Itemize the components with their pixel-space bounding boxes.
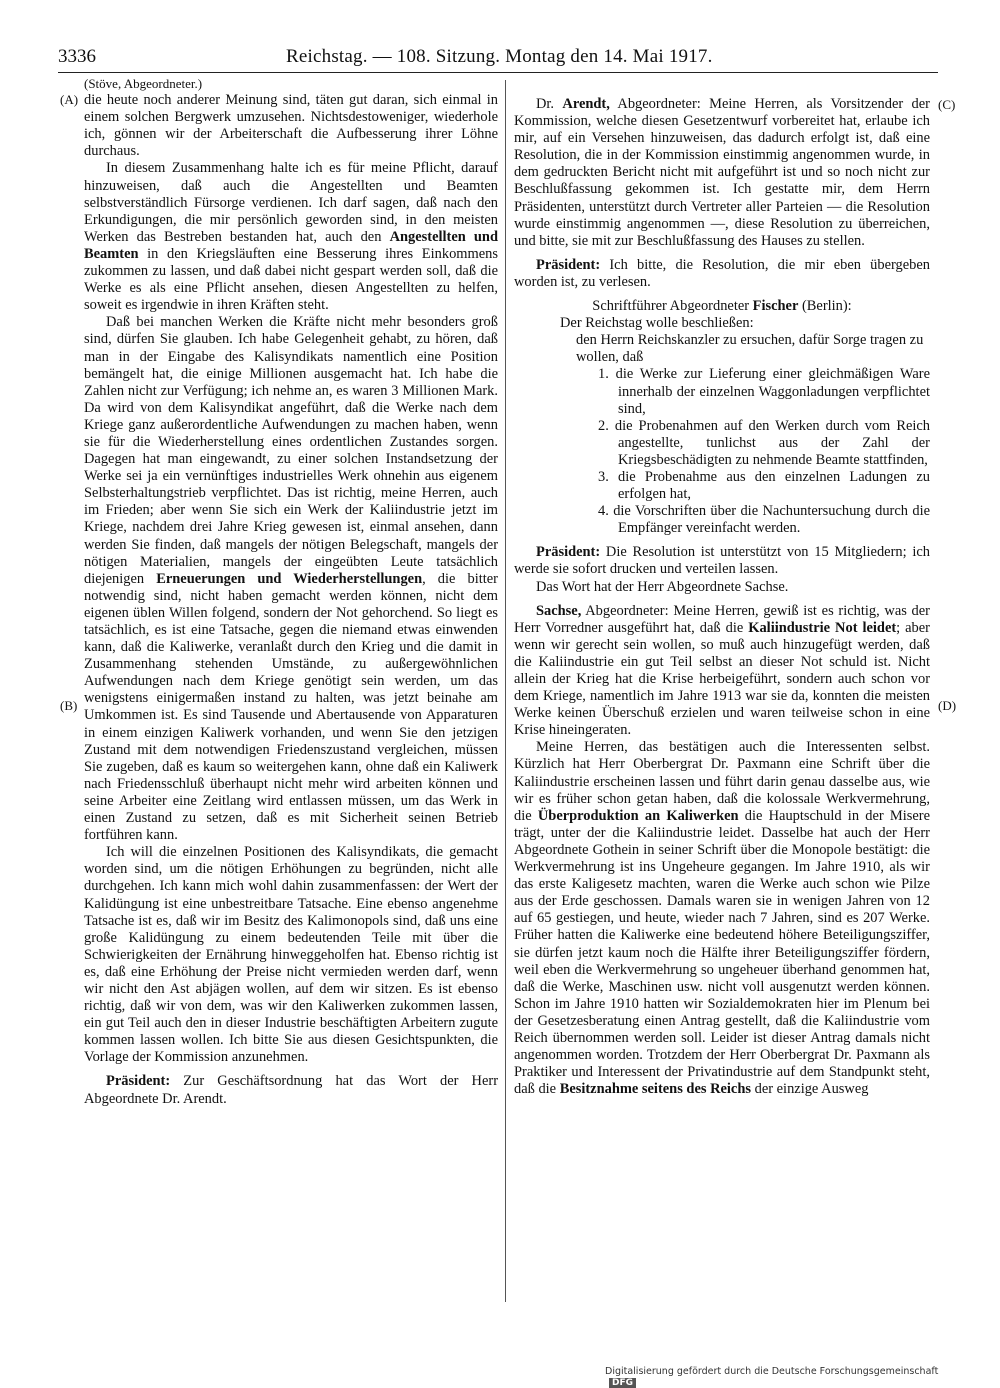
paragraph-text: Ich bitte, die Resolution, die mir eben übergeben worden ist, zu verlesen. — [514, 256, 930, 290]
list-item: 2. die Probenahmen auf den Werken durch vom Reich angestellte, tunlichst aus der Zahl der Kriegsbeschädigten zu nehmende Beamte stattfinden, — [598, 417, 930, 468]
resolution-text: den Herrn Reichskanzler zu ersuchen, dafür Sorge tragen zu wollen, daß — [576, 332, 924, 366]
paragraph-text: Die Resolution ist unterstützt von 15 Mitgliedern; ich werde sie sofort drucken und verteilen lassen. — [514, 544, 930, 578]
left-column — [84, 75, 498, 1108]
paragraph: Ich will die einzelnen Positionen des Kalisyndikats, die gemacht worden sind, um die nötigen Erhöhungen zu begründen, nicht alle durchgehen. Ich kann mich wohl dahin zusammenfassen: der Wert der Kalidüngung ist eine unbestreitbare Tatsache. Eine ebenso angenehme Tatsache ist es, daß wir im Besitz des Kalimonopols sind, daß uns eine große Kalidüngung zu einem bedeutenden Teile mit über die Schwierigkeiten der Ernährung hinweggeholfen hat. Ebenso richtig ist es, daß eine Erhöhung der Preise nicht vermieden werden darf, wenn wir nicht den Ast abjägen wollen, auf dem wir sitzen. Es ist ebenso richtig, daß wir von dem, was wir den Kaliwerken zukommen lassen, ein gut Teil auch den in dieser Industrie beschäftigten Arbeitern zugute kommen lassen wollen. Ich bitte Sie aus diesen Gesichtspunkten, die Vorlage der Kommission anzunehmen. — [84, 844, 498, 1066]
paragraph-text: Zur Geschäftsordnung hat das Wort der Herr Abgeordnete Dr. Arendt. — [84, 1073, 498, 1107]
resolution-list — [514, 366, 930, 537]
page-number: 3336 — [58, 46, 96, 67]
paragraph-text: der einzige Ausweg — [751, 1081, 869, 1098]
paragraph-text: ; aber wenn wir gerecht sein wollen, so muß auch hinzugefügt werden, daß die Kaliindustrie ein gut Teil selbst an dieser Not schuld ist. Nicht allein der Krieg hat die Krise herbeigeführt, sondern auch schon vor dem Kriege, namentlich im Jahre 1913 war sie da, konnten die meisten Werke keinen Überschuß erzielen und waren teilweise schon in eine Krise hineingeraten. — [514, 619, 930, 739]
paragraph: die heute noch anderer Meinung sind, täten gut daran, sich einmal in einem solchen Bergwerk umzusehen. Nichtsdestoweniger, wiederhole ich, gönnen wir der Arbeiterschaft die Aufbesserung ihrer Löhne durchaus. — [84, 92, 498, 160]
paragraph — [84, 1073, 498, 1107]
paragraph-text: , die bitter notwendig sind, nicht haben gemacht werden können, nicht dem eigenen üblen Willen folgend, sondern der Not gehorchend. So liegt es tatsächlich, es ist eine Tatsache, gegen die niemand etwas einwenden kann, daß die Kaliwerke, veranlaßt durch den Krieg und die damit in Zusammenhang stehenden Umstände, zu außergewöhnlichen Aufwendungen nach dem Kriege genötigt sein werden, um das wenigstens einigermaßen instand zu halten, was jetzt beinahe am Umkommen ist. Es sind Tausende und Abertausende von Apparaturen in einem einzigen Kaliwerk vorhanden, und wenn Sie den jetzigen Zustand mit dem notwendigen Friedenszustand vergleichen, müssen Sie zugeben, daß es kaum so weitergehen kann, ohne daß ein Kaliwerk nach Friedensschluß überhaupt nicht mehr wird arbeiten können und seine Arbeiter eine Zeitlang wird entlassen müssen, um das Werk in einen Zustand zu setzen, daß es mit Sicherheit seinen Betrieb fortführen kann. — [84, 570, 498, 844]
paragraph: Das Wort hat der Herr Abgeordnete Sachse. — [536, 578, 789, 595]
speaker-name: Arendt, — [562, 96, 610, 112]
margin-mark-d: (D) — [938, 698, 957, 713]
emphasis-text: Kaliindustrie Not leidet — [748, 619, 897, 636]
emphasis-text: Überproduktion an Kaliwerken — [537, 807, 739, 824]
margin-mark-c: (C) — [938, 97, 956, 112]
resolution-intro: Der Reichstag wolle beschließen: — [560, 315, 754, 332]
right-column — [514, 96, 930, 1098]
paragraph — [514, 298, 930, 315]
paragraph-text: Abgeordneter: Meine Herren, gewiß ist es richtig, was der Herr Vorredner ausgeführt hat, daß die — [514, 602, 930, 636]
column-divider — [505, 80, 506, 1302]
paragraph — [514, 96, 930, 250]
paragraph-text: Schriftführer Abgeordneter — [592, 298, 753, 315]
paragraph-text: In diesem Zusammenhang halte ich es für meine Pflicht, darauf hinzuweisen, daß auch die Angestellten und Beamten selbstverständlich Fürsorge verdienen. Ich darf sagen, daß nach den Erkundigungen, die mir persönlich geworden sind, in den meisten Werken das Bestreben bestanden hat, auch den — [84, 160, 498, 245]
paragraph — [514, 257, 930, 291]
paragraph — [514, 603, 930, 740]
paragraph — [84, 160, 498, 314]
paragraph-text: Daß bei manchen Werken die Kräfte nicht mehr besonders groß sind, dürfen Sie glauben. Ich habe Gelegenheit gehabt, zu hören, daß man in der Eingabe des Kalisyndikats namentlich eine Position bemängelt hat, die einige Millionen ausgemacht hat. Ich habe die Zahlen nicht zur Verfügung; ich nehme an, es waren 3 Millionen Mark. Da wird von dem Kalisyndikat angeführt, daß die Werke nach dem Kriege ganz außerordentliche Aufwendungen zu machen haben, wenn sie für die Wiederherstellung eines ordentlichen Zustandes sorgen. Dagegen hat man eingewandt, zu einer solchen Instandsetzung der Werke sei ja ein vernünftiges industrielles Werk ohnehin aus eigenem Selbsterhaltungstrieb verpflichtet. Das ist richtig, meine Herren, auch im Frieden; aber wenn Sie sich ein Werk der Kaliindustrie jetzt im Kriege, nachdem drei Jahre Krieg gewesen ist, einmal ansehen, dann werden Sie finden, daß mangels der nötigen Belegschaft, mangels der nötigen Materialien, mangels der eingeübten Leute tatsächlich diejenigen — [84, 314, 498, 587]
paragraph-text: (Berlin): — [798, 298, 852, 315]
list-item: 3. die Probenahme aus den einzelnen Ladungen zu erfolgen hat, — [598, 468, 930, 503]
speaker-name: Sachse, — [536, 602, 582, 619]
footer — [605, 1366, 965, 1388]
margin-mark-b: (B) — [60, 698, 78, 713]
emphasis-text: Erneuerungen und Wiederherstellungen — [156, 570, 423, 587]
speaker-tag — [84, 75, 498, 92]
paragraph-text: in den Kriegsläuften eine Besserung ihres Einkommens zukommen zu lassen, und daß dabei nicht gespart werden soll, daß die Werke es als eine Pflicht ansehen, diesen Angestellten zu helfen, soweit es irgendwie in ihren Kräften steht. — [84, 245, 498, 314]
paragraph — [84, 314, 498, 844]
paragraph-text: Abgeordneter: Meine Herren, als Vorsitzender der Kommission, welche diesen Gesetzentwurf vorbereitet hat, erlaube ich mir, auf ein Versehen hinzuweisen, das dadurch erfolgt ist, daß eine Resolution, die in der Kommission einstimmig angenommen wurde, in dem gedruckten Bericht nicht mit aufgeführt ist und so noch nicht zur Beschlußfassung gekommen ist. Ich gestatte mir, dem Herrn Präsidenten, unterstützt durch Vertreter aller Parteien — die Resolution wurde einstimmig angenommen —, diese Resolution zu überreichen, und bitte, sie mit zur Beschlußfassung des Hauses zu stellen. — [514, 96, 930, 249]
paragraph-text: Dr. — [536, 96, 563, 112]
speaker-name: Präsident: — [536, 544, 601, 561]
speaker-name: Präsident: — [106, 1073, 171, 1090]
speaker-name: Fischer — [752, 298, 799, 315]
header-rule — [58, 72, 938, 73]
running-title: Reichstag. — 108. Sitzung. Montag den 14. Mai 1917. — [286, 46, 713, 67]
paragraph-text: Meine Herren, das bestätigen auch die Interessenten selbst. Kürzlich hat Herr Oberbergrat Dr. Paxmann eine Schrift über die Kaliindustrie erscheinen lassen und führt darin genau dasselbe aus, wie wir es früher schon getan haben, daß die kolossale Werkvermehrung, die — [514, 739, 930, 824]
page-header — [58, 42, 936, 70]
speaker-name: Präsident: — [536, 256, 601, 273]
speaker-tag-text: (Stöve, Abgeordneter.) — [84, 76, 203, 91]
emphasis-text: Besitznahme seitens des Reichs — [559, 1081, 751, 1098]
emphasis-text: Angestellten und Beamten — [84, 228, 498, 262]
funding-note: Digitalisierung gefördert durch die Deutsche Forschungsgemeinschaft — [605, 1366, 939, 1377]
paragraph-text: die Hauptschuld in der Misere trägt, unter der die Kaliindustrie leidet. Dasselbe hat auch der Herr Abgeordnete Gothein in seiner Schrift über die Monopole bestätigt: die Werkvermehrung ist ins Ungeheure gegangen. Im Jahre 1910, als wir das erste Kaligesetz machten, waren die Werke auch schon wie Pilze aus der Erde geschossen. Damals waren sie in wenigen Jahren von 12 auf 65 gestiegen, und heute, wieder nach 7 Jahren, sind es 207 Werke. Früher hatten die Kaliwerke eine bedeutend höhere Beteiligungsziffer, sie dürfen jetzt kaum noch die Hälfte ihrer Beteiligungsziffer fördern, weil eben die Werkvermehrung so ungeheuer überhand genommen hat, daß die Werke, Maschinen usw. nicht voll ausgenutzt werden können. Schon im Jahre 1910 hatten wir Sozialdemokraten hier im Plenum bei der Gesetzesberatung einen Antrag gestellt, daß die Kaliindustrie vom Reich übernommen werden soll. Leider ist dieser Antrag damals nicht angenommen worden. Trotzdem der Herr Oberbergrat Dr. Paxmann als Praktiker und Interessent der Privatindustrie auf dem Standpunkt steht, daß die — [514, 807, 930, 1098]
margin-mark-a: (A) — [60, 92, 79, 107]
dfg-logo: DFG — [609, 1378, 636, 1388]
paragraph — [514, 544, 930, 578]
paragraph — [514, 739, 930, 1098]
list-item: 4. die Vorschriften über die Nachuntersuchung durch die Empfänger vereinfacht werden. — [598, 503, 930, 537]
list-item: 1. die Werke zur Lieferung einer gleichmäßigen Ware innerhalb der einzelnen Waggonladungen verpflichtet sind, — [598, 366, 930, 417]
